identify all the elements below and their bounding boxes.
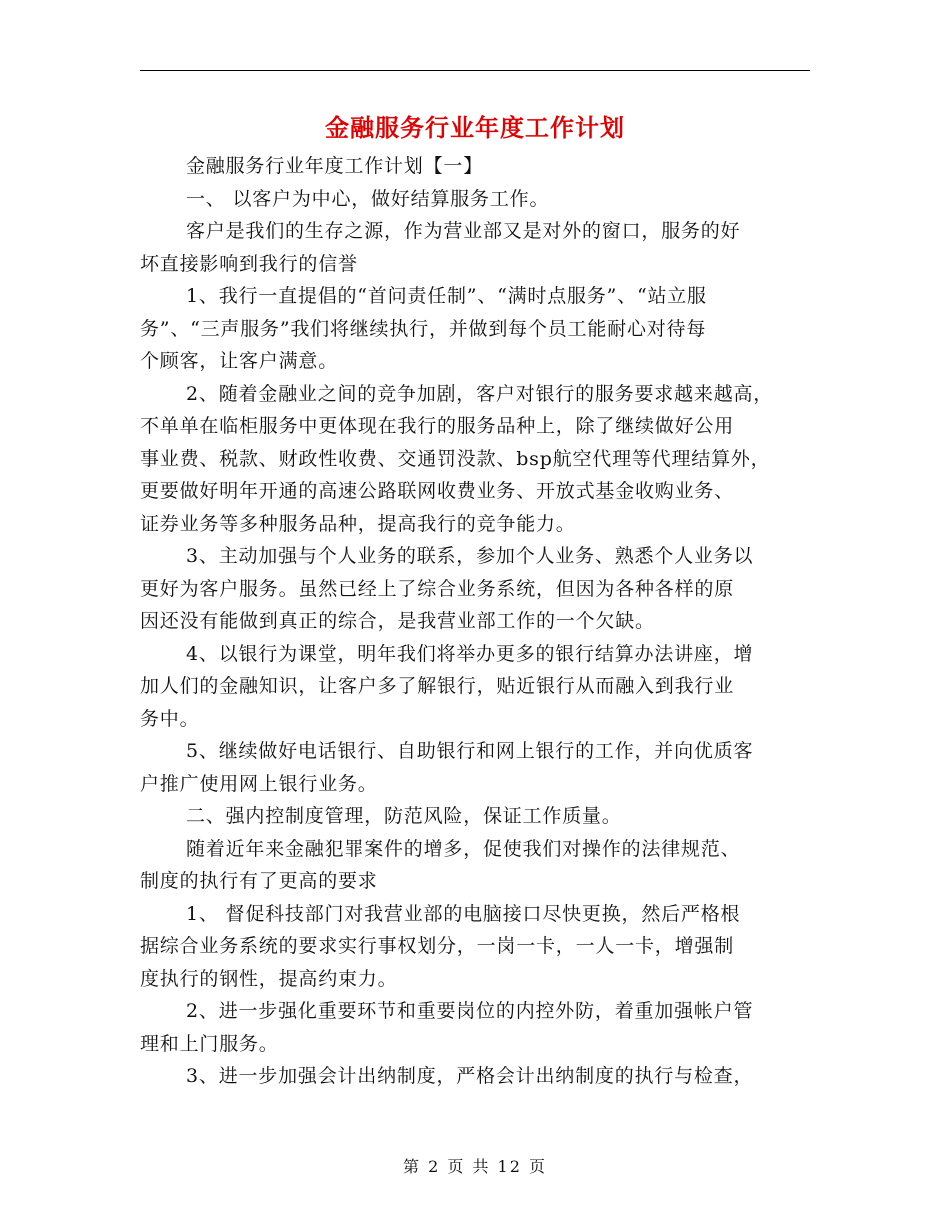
- text-line: 2、进一步强化重要环节和重要岗位的内控外防，着重加强帐户管: [186, 1000, 754, 1022]
- text-line: 3、进一步加强会计出纳制度，严格会计出纳制度的执行与检查，: [186, 1065, 754, 1087]
- text-line: 事业费、税款、财政性收费、交通罚没款、bsp航空代理等代理结算外，: [140, 447, 771, 470]
- paragraph: [140, 183, 812, 216]
- text-line: 户推广使用网上银行业务。: [140, 772, 378, 795]
- paragraph: [140, 995, 812, 1060]
- text-line: 坏直接影响到我行的信誉: [140, 252, 358, 275]
- document-title: 金融服务行业年度工作计划: [325, 113, 625, 142]
- text-line: 1、 督促科技部门对我营业部的电脑接口尽快更换，然后严格根: [186, 902, 741, 925]
- text-line: 金融服务行业年度工作计划【一】: [186, 155, 484, 177]
- text-line: 一、 以客户为中心，做好结算服务工作。: [186, 187, 550, 210]
- paragraph: [140, 638, 812, 736]
- text-line: 加人们的金融知识，让客户多了解银行，贴近银行从而融入到我行业: [140, 675, 735, 697]
- text-line: 据综合业务系统的要求实行事权划分，一岗一卡，一人一卡，增强制: [140, 935, 735, 957]
- paragraph: [140, 800, 812, 833]
- text-line: 度执行的钢性，提高约束力。: [140, 967, 398, 990]
- text-line: 5、继续做好电话银行、自助银行和网上银行的工作，并向优质客: [186, 740, 754, 762]
- text-line: 因还没有能做到真正的综合，是我营业部工作的一个欠缺。: [140, 610, 655, 632]
- text-line: 更要做好明年开通的高速公路联网收费业务、开放式基金收购业务、: [140, 480, 735, 502]
- text-line: 不单单在临柜服务中更体现在我行的服务品种上，除了继续做好公用: [140, 415, 735, 437]
- text-line: 4、以银行为课堂，明年我们将举办更多的银行结算办法讲座，增: [186, 642, 754, 665]
- page-number-footer: 第 2 页 共 12 页: [403, 1157, 547, 1176]
- paragraph: [140, 898, 812, 996]
- text-line: 证券业务等多种服务品种，提高我行的竞争能力。: [140, 512, 576, 535]
- text-line: 更好为客户服务。虽然已经上了综合业务系统，但因为各种各样的原: [140, 577, 735, 600]
- text-line: 1、我行一直提倡的“首问责任制”、“满时点服务”、“站立服: [186, 285, 707, 307]
- text-line: 2、随着金融业之间的竞争加剧，客户对银行的服务要求越来越高，: [186, 382, 774, 405]
- text-line: 客户是我们的生存之源，作为营业部又是对外的窗口，服务的好: [186, 220, 741, 242]
- text-line: 理和上门服务。: [140, 1032, 279, 1055]
- paragraph: [140, 735, 812, 800]
- paragraph: [140, 150, 812, 183]
- paragraph: [140, 833, 812, 898]
- text-line: 制度的执行有了更高的要求: [140, 870, 378, 892]
- paragraph: [140, 540, 812, 638]
- document-body: [140, 150, 812, 1093]
- paragraph: [140, 1060, 812, 1093]
- text-line: 二、强内控制度管理，防范风险，保证工作质量。: [186, 805, 622, 827]
- paragraph: [140, 378, 812, 541]
- text-line: 务中。: [140, 707, 200, 730]
- paragraph: [140, 280, 812, 378]
- text-line: 务”、“三声服务”我们将继续执行，并做到每个员工能耐心对待每: [140, 317, 707, 340]
- paragraph: [140, 215, 812, 280]
- text-line: 个顾客，让客户满意。: [140, 350, 339, 372]
- text-line: 3、主动加强与个人业务的联系，参加个人业务、熟悉个人业务以: [186, 545, 754, 567]
- text-line: 随着近年来金融犯罪案件的增多，促使我们对操作的法律规范、: [186, 837, 741, 860]
- header-rule: [140, 70, 810, 71]
